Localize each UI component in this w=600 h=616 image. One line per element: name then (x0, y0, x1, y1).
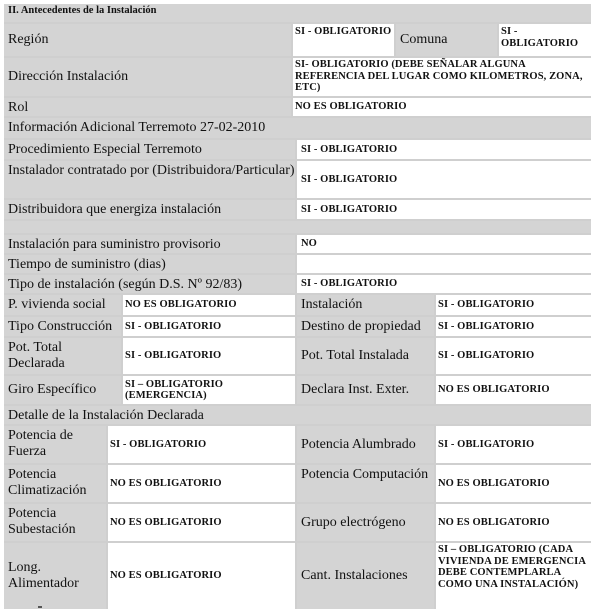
potencia-fuerza-label: Potencia de Fuerza (4, 426, 106, 463)
instalacion-value: SI - OBLIGATORIO (436, 295, 591, 315)
pot-total-declarada-label: Pot. Total Declarada (4, 338, 121, 374)
declara-inst-exter-label: Declara Inst. Exter. (297, 376, 434, 404)
comuna-value: SI - OBLIGATORIO (499, 24, 591, 56)
potencia-climatizacion-label: Potencia Climatización (4, 465, 106, 502)
region-value: SI - OBLIGATORIO (293, 24, 394, 56)
vivienda-social-value: NO ES OBLIGATORIO (123, 295, 295, 315)
instalador-label: Instalador contratado por (Distribuidora/Particular) (4, 161, 295, 198)
suministro-provisorio-label: Instalación para suministro provisorio (4, 235, 295, 253)
destino-propiedad-label: Destino de propiedad (297, 317, 434, 336)
bottom-mark (38, 606, 42, 608)
potencia-alumbrado-value: SI - OBLIGATORIO (436, 426, 591, 463)
tipo-construccion-value: SI - OBLIGATORIO (123, 317, 295, 336)
comuna-label: Comuna (396, 24, 497, 56)
tiempo-suministro-label: Tiempo de suministro (dias) (4, 255, 295, 273)
region-label: Región (4, 24, 291, 56)
spacer-band (4, 221, 591, 233)
grupo-electrogeno-value: NO ES OBLIGATORIO (436, 504, 591, 541)
pot-total-instalada-value: SI - OBLIGATORIO (436, 338, 591, 374)
direccion-value: SI- OBLIGATORIO (DEBE SEÑALAR ALGUNA REFERENCIA DEL LUGAR COMO KILOMETROS, ZONA, ETC) (293, 58, 591, 96)
long-alimentador-value: NO ES OBLIGATORIO (108, 543, 295, 609)
direccion-label: Dirección Instalación (4, 58, 291, 96)
section-title: II. Antecedentes de la Instalación (4, 4, 591, 22)
destino-propiedad-value: SI - OBLIGATORIO (436, 317, 591, 336)
cant-instalaciones-label: Cant. Instalaciones (297, 543, 434, 609)
declara-inst-exter-value: NO ES OBLIGATORIO (436, 376, 591, 404)
giro-especifico-label: Giro Específico (4, 376, 121, 404)
potencia-subestacion-value: NO ES OBLIGATORIO (108, 504, 295, 541)
rol-label: Rol (4, 98, 291, 116)
long-alimentador-label: Long. Alimentador (4, 543, 106, 609)
instalador-value: SI - OBLIGATORIO (297, 161, 591, 198)
vivienda-social-label: P. vivienda social (4, 295, 121, 315)
procedimiento-value: SI - OBLIGATORIO (297, 140, 591, 159)
distribuidora-value: SI - OBLIGATORIO (297, 200, 591, 219)
pot-total-instalada-label: Pot. Total Instalada (297, 338, 434, 374)
rol-value: NO ES OBLIGATORIO (293, 98, 591, 116)
potencia-climatizacion-value: NO ES OBLIGATORIO (108, 465, 295, 502)
potencia-fuerza-value: SI - OBLIGATORIO (108, 426, 295, 463)
tipo-instalacion-value: SI - OBLIGATORIO (297, 275, 591, 293)
tipo-construccion-label: Tipo Construcción (4, 317, 121, 336)
potencia-computacion-label: Potencia Computación (297, 465, 434, 502)
grupo-electrogeno-label: Grupo electrógeno (297, 504, 434, 541)
tiempo-suministro-value (297, 255, 591, 273)
procedimiento-label: Procedimiento Especial Terremoto (4, 140, 295, 159)
suministro-provisorio-value: NO (297, 235, 591, 253)
detalle-label: Detalle de la Instalación Declarada (4, 406, 591, 424)
potencia-subestacion-label: Potencia Subestación (4, 504, 106, 541)
info-adicional-label: Información Adicional Terremoto 27-02-2010 (4, 118, 591, 138)
tipo-instalacion-label: Tipo de instalación (según D.S. Nº 92/83) (4, 275, 295, 293)
potencia-alumbrado-label: Potencia Alumbrado (297, 426, 434, 463)
cant-instalaciones-value: SI – OBLIGATORIO (CADA VIVIENDA DE EMERGENCIA DEBE CONTEMPLARLA COMO UNA INSTALACIÓN) (436, 543, 591, 609)
distribuidora-label: Distribuidora que energiza instalación (4, 200, 295, 219)
installation-form (4, 4, 591, 609)
instalacion-label: Instalación (297, 295, 434, 315)
pot-total-declarada-value: SI - OBLIGATORIO (123, 338, 295, 374)
giro-especifico-value: SI – OBLIGATORIO (EMERGENCIA) (123, 376, 295, 404)
potencia-computacion-value: NO ES OBLIGATORIO (436, 465, 591, 502)
